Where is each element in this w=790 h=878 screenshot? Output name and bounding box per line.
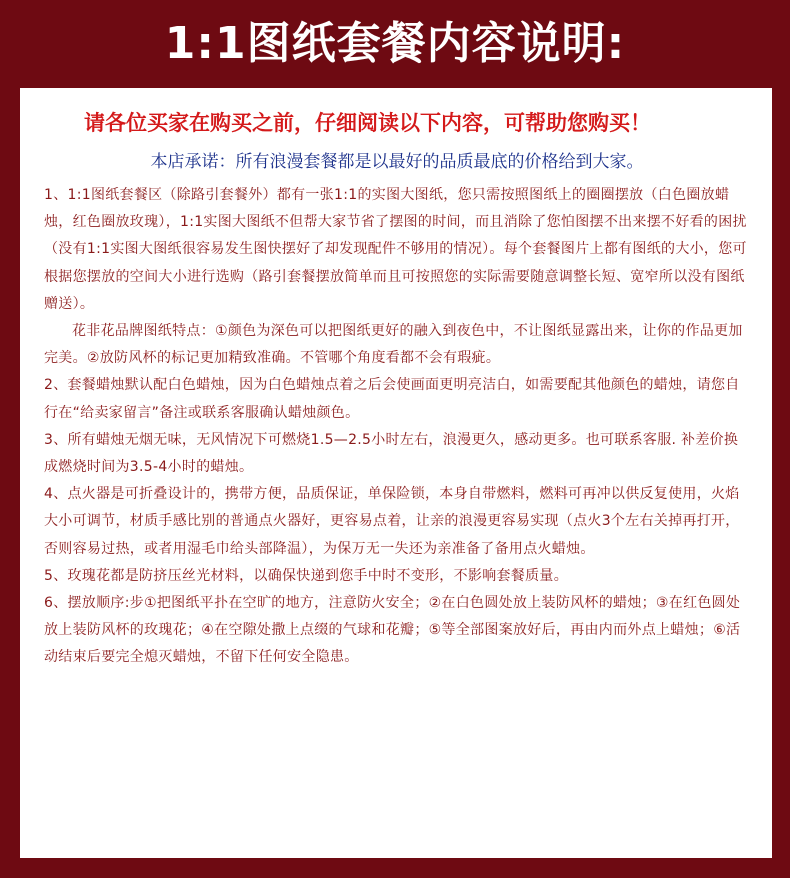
instruction-item-6: 6、摆放顺序:步①把图纸平扑在空旷的地方，注意防火安全；②在白色圆处放上装防风杯的蜡烛；③在红色圆处放上装防风杯的玫瑰花；④在空隙处撒上点缀的气球和花瓣；⑤等全部图案放好后，再由内而外点上蜡烛；⑥活动结束后要完全熄灭蜡烛，不留下任何安全隐患。 <box>44 595 741 666</box>
content-panel <box>20 88 772 858</box>
instruction-item-4: 4、点火器是可折叠设计的，携带方便，品质保证，单保险锁，本身自带燃料，燃料可再冲以供反复使用，火焰大小可调节，材质手感比别的普通点火器好，更容易点着，让亲的浪漫更容易实现（点火3个左右关掉再打开，否则容易过热，或者用湿毛巾给头部降温），为保万无一失还为亲准备了备用点火蜡烛。 <box>44 486 740 557</box>
intro-notice: 请各位买家在购买之前，仔细阅读以下内容，可帮助您购买！ <box>84 111 651 135</box>
instruction-item-2: 2、套餐蜡烛默认配白色蜡烛，因为白色蜡烛点着之后会使画面更明亮洁白，如需要配其他颜色的蜡烛，请您自行在“给卖家留言”备注或联系客服确认蜡烛颜色。 <box>44 377 740 421</box>
instruction-item-1: 1、1:1图纸套餐区（除路引套餐外）都有一张1:1的实图大图纸，您只需按照图纸上的圈圈摆放（白色圈放蜡烛，红色圈放玫瑰），1:1实图大图纸不但帮大家节省了摆图的时间，而且消除了您怕图摆不出来摆不好看的困扰（没有1:1实图大图纸很容易发生图快摆好了却发现配件不够用的情况）。每个套餐图片上都有图纸的大小，您可根据您摆放的空间大小进行选购（路引套餐摆放简单而且可按照您的实际需要随意调整长短、宽窄所以没有图纸赠送）。 <box>44 187 747 312</box>
store-promise: 本店承诺：所有浪漫套餐都是以最好的品质最底的价格给到大家。 <box>150 152 644 172</box>
instruction-list <box>44 182 750 672</box>
instruction-item-3: 3、所有蜡烛无烟无味，无风情况下可燃烧1.5—2.5小时左右，浪漫更久，感动更多。也可联系客服. 补差价换成燃烧时间为3.5-4小时的蜡烛。 <box>44 431 739 476</box>
page-title: 1:1图纸套餐内容说明: <box>164 18 626 69</box>
instruction-item-features: 花非花品牌图纸特点：①颜色为深色可以把图纸更好的融入到夜色中，不让图纸显露出来，让你的作品更加完美。②放防风杯的标记更加精致准确。不管哪个角度看都不会有瑕疵。 <box>44 323 743 367</box>
instruction-item-5: 5、玫瑰花都是防挤压丝光材料，以确保快递到您手中时不变形，不影响套餐质量。 <box>44 567 569 584</box>
